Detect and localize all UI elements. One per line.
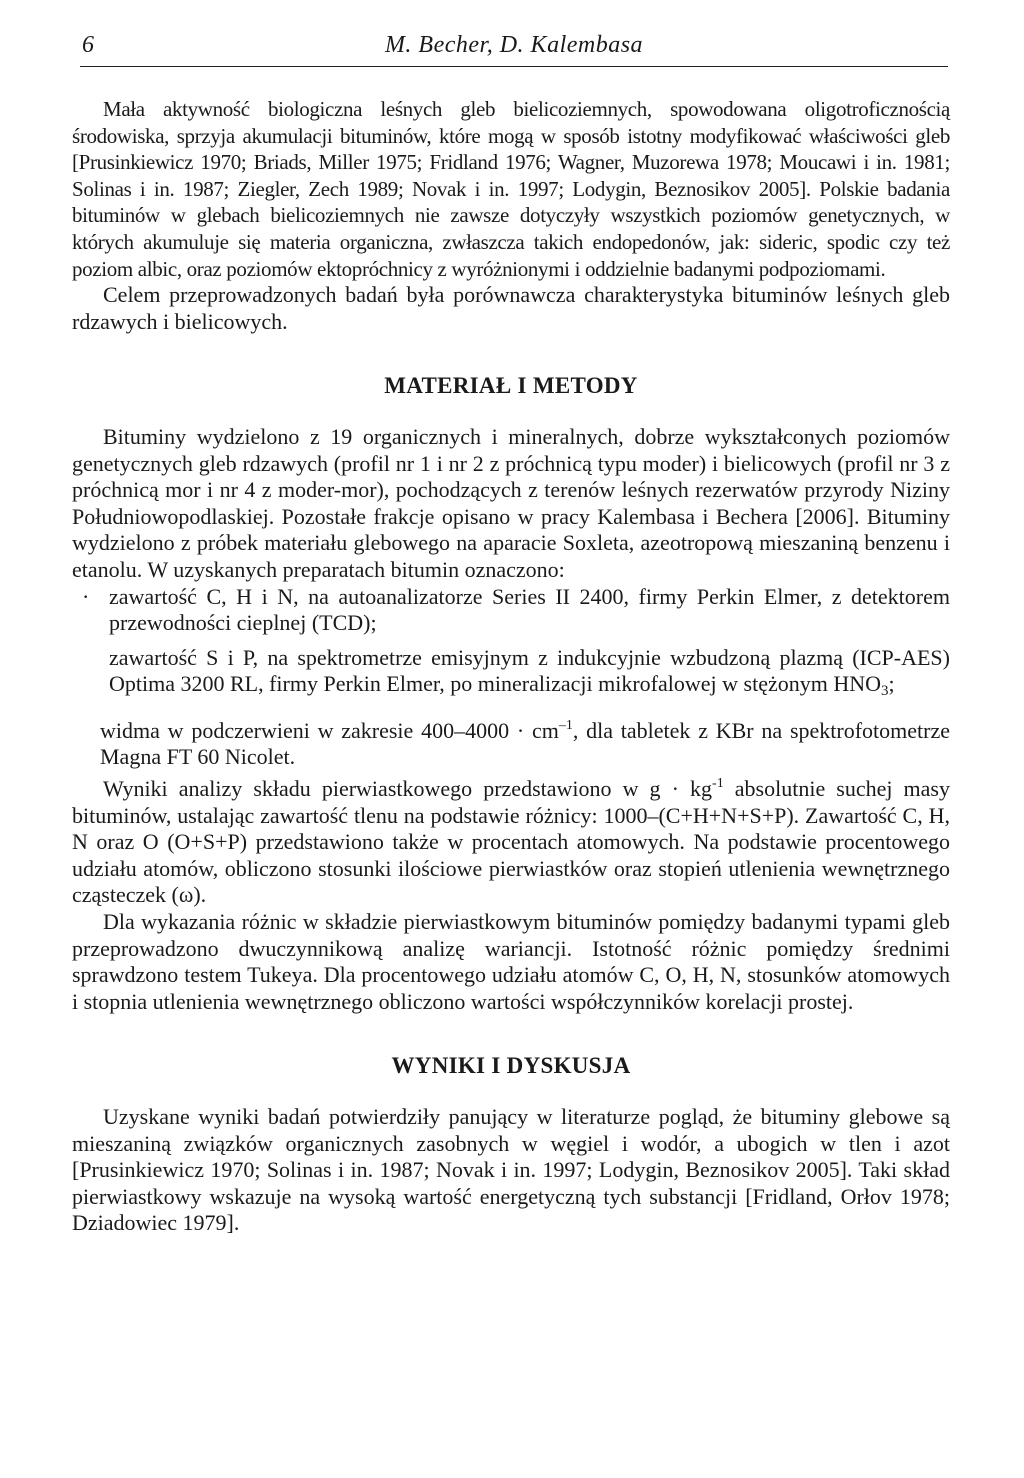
methods-paragraph-2-suffix: absolutnie suchej masy bituminów, ustalając zawartość tlenu na podstawie różnicy: 1000–(C+H+N+S+P). Zawartość C, H, N oraz O (O+S+P) przedstawiono także w procentach atomowych. Na podstawie procentowego udziału atomów, obliczono stosunki ilościowe pierwiastków oraz stopień utlenienia wewnętrznego cząsteczek (ω). [72, 776, 950, 908]
methods-paragraph-2 [72, 771, 950, 909]
subscript-3: 3 [881, 683, 889, 700]
methods-list-item-sp [72, 645, 950, 705]
methods-list-item-3-text: widma w podczerwieni w zakresie 400–4000 · cm [100, 717, 559, 743]
section-heading-results: WYNIKI I DYSKUSJA [391, 1053, 631, 1079]
methods-paragraph-1: Bituminy wydzielono z 19 organicznych i mineralnych, dobrze wykształconych poziomów genetycznych gleb rdzawych (profil nr 1 i nr 2 z próchnicą typu moder) i bielicowych (profil nr 3 z próchnicą mor i nr 4 z moder-mor), pochodzących z terenów leśnych rezerwatów przyrody Niziny Południowopodlaskiej. Pozostałe frakcje opisano w pracy Kalembasa i Bechera [2006]. Bituminy wydzielono z próbek materiału glebowego na aparacie Soxleta, azeotropową mieszaniną benzenu i etanolu. W uzyskanych preparatach bitumin oznaczono: [72, 423, 950, 582]
running-header [80, 30, 948, 67]
list-bullet: · [82, 583, 90, 609]
methods-list-item-2-text: zawartość S i P, na spektrometrze emisyjnym z indukcyjnie wzbudzoną plazmą (ICP-AES) Optima 3200 RL, firmy Perkin Elmer, po mineralizacji mikrofalowej w stężonym HNO [109, 644, 950, 697]
running-header-authors: M. Becher, D. Kalembasa [384, 32, 644, 58]
methods-list-item-2-suffix: ; [888, 671, 895, 697]
section-heading-methods: MATERIAŁ I METODY [384, 373, 638, 399]
methods-list-item-ir [72, 713, 950, 771]
methods-list-item-cn [72, 584, 950, 637]
methods-paragraph-2-prefix: Wyniki analizy składu pierwiastkowego przedstawiono w g · kg [103, 776, 713, 802]
methods-paragraph-3: Dla wykazania różnic w składzie pierwiastkowym bituminów pomiędzy badanymi typami gleb przeprowadzono dwuczynnikową analizę wariancji. Istotność różnic pomiędzy średnimi sprawdzono testem Tukeya. Dla procentowego udziału atomów C, O, H, N, stosunków atomowych i stopnia utlenienia wewnętrznego obliczono wartości współczynników korelacji prostej. [72, 909, 950, 1014]
methods-list [72, 584, 950, 772]
results-paragraph-1: Uzyskane wyniki badań potwierdziły panujący w literaturze pogląd, że bituminy glebowe są mieszaniną związków organicznych zasobnych w węgiel i wodór, a ubogich w tlen i azot [Prusinkiewicz 1970; Solinas i in. 1987; Novak i in. 1997; Lodygin, Beznosikov 2005]. Taki skład pierwiastkowy wskazuje na wysoką wartość energetyczną tych substancji [Fridland, Orłov 1978; Dziadowiec 1979]. [72, 1104, 950, 1236]
methods-list-item-1-text: zawartość C, H i N, na autoanalizatorze Series II 2400, firmy Perkin Elmer, z detektorem przewodności cieplnej (TCD); [109, 583, 950, 636]
methods-list-item-3-suffix: , dla tabletek z KBr na spektrofotometrze Magna FT 60 Nicolet. [100, 717, 950, 770]
intro-paragraph-1: Mała aktywność biologiczna leśnych gleb bielicoziemnych, spowodowana oligotroficznością środowiska, sprzyja akumulacji bituminów, które mogą w sposób istotny modyfikować właściwości gleb [Prusinkiewicz 1970; Briads, Miller 1975; Fridland 1976; Wagner, Muzorewa 1978; Moucawi i in. 1981; Solinas i in. 1987; Ziegler, Zech 1989; Novak i in. 1997; Lodygin, Beznosikov 2005]. Polskie badania bituminów w glebach bielicoziemnych nie zawsze dotyczyły wszystkich poziomów genetycznych, w których akumuluje się materia organiczna, zwłaszcza takich endopedonów, jak: sideric, spodic czy też poziom albic, oraz poziomów ektopróchnicy z wyróżnionymi i oddzielnie badanymi podpoziomami. [72, 97, 950, 281]
body-text [72, 96, 950, 1237]
page-number: 6 [82, 32, 94, 58]
superscript-minus-1-units: -1 [712, 776, 724, 792]
intro-paragraph-2: Celem przeprowadzonych badań była porównawcza charakterystyka bituminów leśnych gleb rdzawych i bielicowych. [72, 282, 950, 334]
superscript-minus-1: –1 [558, 717, 573, 733]
